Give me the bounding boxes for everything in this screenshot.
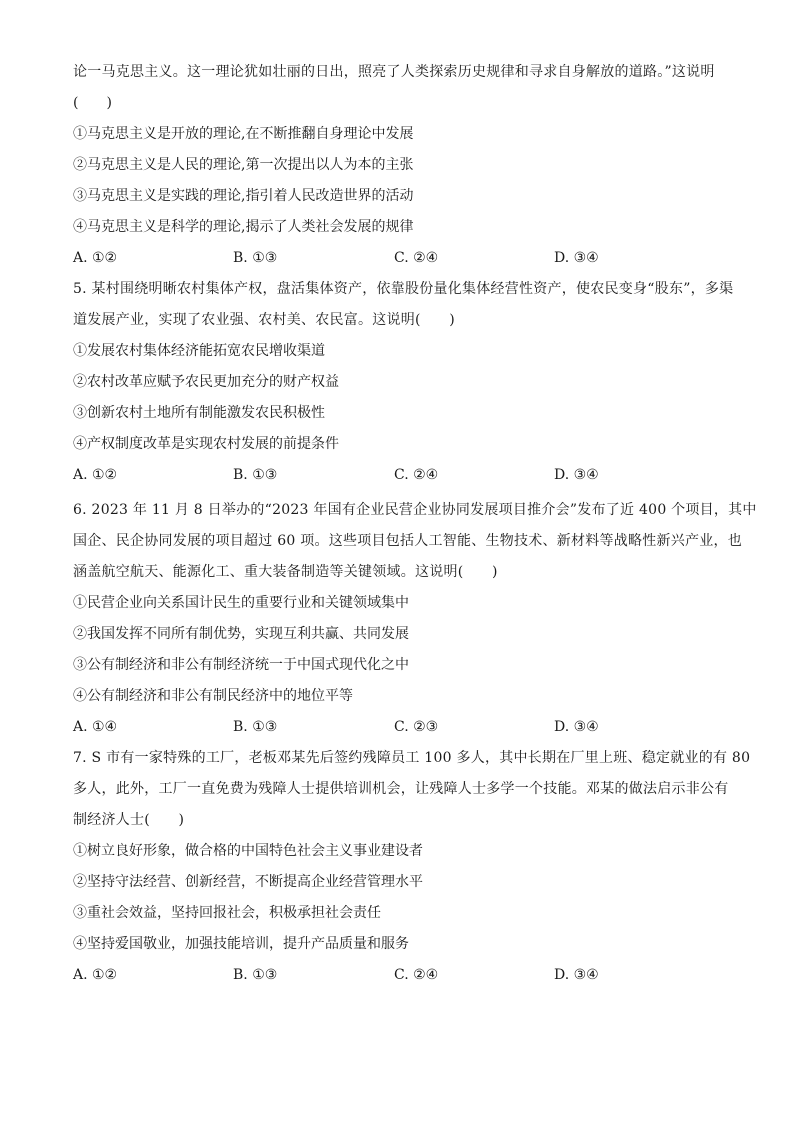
option-a: A. ①②: [73, 967, 118, 983]
question-stem-line: 制经济人士( ): [73, 812, 185, 828]
statement: ②我国发挥不同所有制优势，实现互利共赢、共同发展: [73, 626, 409, 642]
option-a: A. ①②: [73, 467, 118, 483]
answer-options: [73, 248, 733, 268]
statement: ④公有制经济和非公有制民经济中的地位平等: [73, 688, 353, 704]
statement: ②坚持守法经营、创新经营，不断提高企业经营管理水平: [73, 874, 423, 890]
answer-bracket: ( ): [73, 95, 112, 111]
statement: ①马克思主义是开放的理论,在不断推翻自身理论中发展: [73, 126, 414, 142]
option-a: A. ①②: [73, 250, 118, 266]
question-stem-line: 涵盖航空航天、能源化工、重大装备制造等关键领域。这说明( ): [73, 564, 498, 580]
option-d: D. ③④: [554, 250, 599, 266]
question-stem-line: 多人，此外，工厂一直免费为残障人士提供培训机会，让残障人士多学一个技能。邓某的做法启示非公有: [73, 781, 729, 797]
statement: ①树立良好形象，做合格的中国特色社会主义事业建设者: [73, 843, 423, 859]
option-a: A. ①④: [73, 719, 118, 735]
exam-page: [73, 62, 757, 996]
option-b: B. ①③: [233, 467, 278, 483]
question-stem-line: 论一马克思主义。这一理论犹如壮丽的日出，照亮了人类探索历史规律和寻求自身解放的道路。”这说明: [73, 64, 715, 80]
option-b: B. ①③: [233, 967, 278, 983]
question-stem-line: 道发展产业，实现了农业强、农村美、农民富。这说明( ): [73, 312, 455, 328]
statement: ①民营企业向关系国计民生的重要行业和关键领域集中: [73, 595, 409, 611]
question-5: [73, 279, 733, 485]
option-c: C. ②④: [394, 250, 439, 266]
statement: ③重社会效益，坚持回报社会，积极承担社会责任: [73, 905, 381, 921]
statement: ④产权制度改革是实现农村发展的前提条件: [73, 436, 339, 452]
option-b: B. ①③: [233, 719, 278, 735]
question-stem-line: 7. S 市有一家特殊的工厂，老板邓某先后签约残障员工 100 多人，其中长期在厂里上班、稳定就业的有 80: [73, 750, 751, 766]
answer-options: [73, 965, 733, 985]
statement: ①发展农村集体经济能拓宽农民增收渠道: [73, 343, 325, 359]
question-4: [73, 62, 733, 268]
statement: ②马克思主义是人民的理论,第一次提出以人为本的主张: [73, 157, 414, 173]
question-7: [73, 748, 751, 985]
statement: ④马克思主义是科学的理论,揭示了人类社会发展的规律: [73, 219, 414, 235]
question-6: [73, 500, 757, 737]
statement: ③创新农村土地所有制能激发农民积极性: [73, 405, 325, 421]
statement: ③马克思主义是实践的理论,指引着人民改造世界的活动: [73, 188, 414, 204]
question-stem-line: 6. 2023 年 11 月 8 日举办的“2023 年国有企业民营企业协同发展项目推介会”发布了近 400 个项目，其中: [73, 502, 757, 518]
statement: ④坚持爱国敬业，加强技能培训，提升产品质量和服务: [73, 936, 409, 952]
option-c: C. ②④: [394, 967, 439, 983]
option-d: D. ③④: [554, 967, 599, 983]
question-stem-line: 国企、民企协同发展的项目超过 60 项。这些项目包括人工智能、生物技术、新材料等战略性新兴产业，也: [73, 533, 742, 549]
answer-options: [73, 717, 733, 737]
option-c: C. ②④: [394, 467, 439, 483]
option-d: D. ③④: [554, 719, 599, 735]
option-d: D. ③④: [554, 467, 599, 483]
option-b: B. ①③: [233, 250, 278, 266]
question-stem-line: 5. 某村围绕明晰农村集体产权，盘活集体资产，依靠股份量化集体经营性资产，使农民变身“股东”，多渠: [73, 281, 734, 297]
answer-options: [73, 465, 733, 485]
statement: ③公有制经济和非公有制经济统一于中国式现代化之中: [73, 657, 409, 673]
option-c: C. ②③: [394, 719, 439, 735]
statement: ②农村改革应赋予农民更加充分的财产权益: [73, 374, 339, 390]
